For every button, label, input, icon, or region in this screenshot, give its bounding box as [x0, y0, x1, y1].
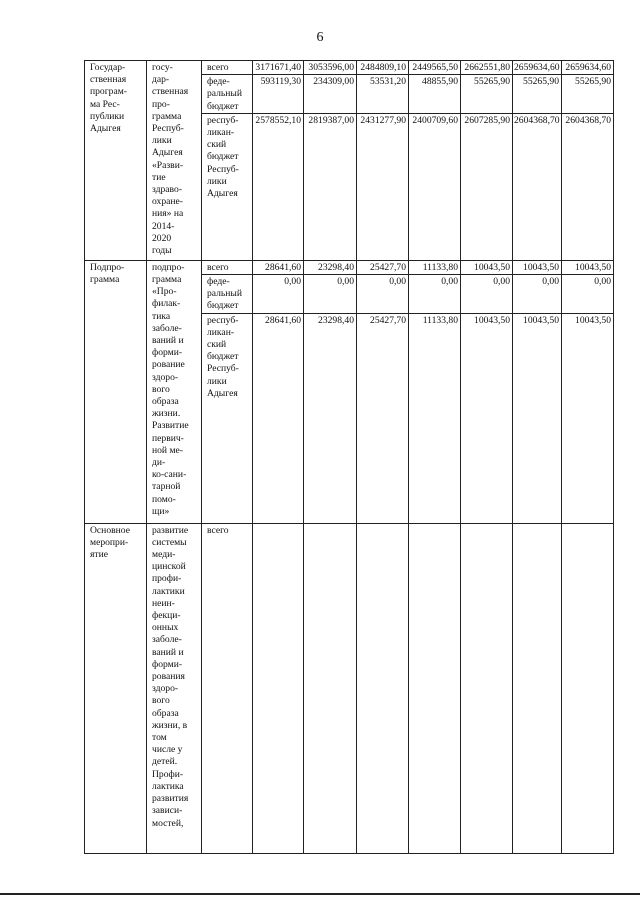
- value-cell: [304, 523, 357, 853]
- value-cell: 48855,90: [409, 75, 461, 114]
- value-cell: 25427,70: [357, 260, 409, 274]
- value-cell: 0,00: [357, 275, 409, 314]
- value-cell: 0,00: [461, 275, 513, 314]
- value-cell: 23298,40: [304, 313, 357, 523]
- page-number: 6: [316, 30, 324, 45]
- value-cell: 2431277,90: [357, 113, 409, 260]
- value-cell: 10043,50: [562, 313, 614, 523]
- funding-source: всего: [202, 523, 253, 853]
- value-cell: 23298,40: [304, 260, 357, 274]
- value-cell: 0,00: [409, 275, 461, 314]
- value-cell: 55265,90: [461, 75, 513, 114]
- value-cell: 2659634,60: [514, 62, 560, 73]
- value-cell: [562, 523, 614, 853]
- value-cell: 2604368,70: [513, 113, 562, 260]
- funding-source: респуб- ликан- ский бюджет Респуб- лики Адыгея: [202, 313, 253, 523]
- row-kind: Подпро- грамма: [90, 261, 125, 286]
- value-cell: 0,00: [562, 275, 614, 314]
- value-cell: 3053596,00: [304, 61, 357, 75]
- funding-source: респуб- ликан- ский бюджет Респуб- лики Адыгея: [202, 113, 253, 260]
- value-cell: 10043,50: [461, 260, 513, 274]
- value-cell: 53531,20: [357, 75, 409, 114]
- table-row: [85, 260, 614, 274]
- value-cell: [461, 523, 513, 853]
- page-bottom-border: [0, 893, 640, 895]
- value-cell: 10043,50: [562, 260, 614, 274]
- value-cell: 10043,50: [513, 260, 562, 274]
- value-cell: 2659634,60: [562, 61, 614, 75]
- value-cell: 55265,90: [513, 75, 562, 114]
- row-kind-cell: [85, 260, 147, 523]
- row-kind-cell: [85, 523, 147, 853]
- value-cell: 2578552,10: [253, 113, 304, 260]
- value-cell: 0,00: [253, 275, 304, 314]
- value-cell: 0,00: [513, 275, 562, 314]
- value-cell: 2607285,90: [461, 113, 513, 260]
- row-name-cell: [147, 260, 202, 523]
- value-cell: 2662551,80: [461, 61, 513, 75]
- value-cell: 2449565,50: [409, 61, 461, 75]
- funding-source: всего: [202, 260, 253, 274]
- value-cell: 10043,50: [513, 313, 562, 523]
- value-cell: 28641,60: [253, 313, 304, 523]
- value-cell: 234309,00: [304, 75, 357, 114]
- value-cell: [409, 523, 461, 853]
- value-cell: [253, 523, 304, 853]
- row-name: госу- дар- ственная про- грамма Респуб- лики Адыгея «Разви- тие здраво- охране- ния» на 2014- 2020 годы: [152, 62, 189, 257]
- row-name: развитие системы меди- цинской профи- лактики неин- фекци- онных заболе- ваний и форми- рования здоро- вого образа жизни, в том числе у детей. Профи- лактика развития зависи- мостей,: [152, 524, 189, 829]
- value-cell: [357, 523, 409, 853]
- value-cell: 11133,80: [409, 260, 461, 274]
- value-cell: 2484809,10: [357, 61, 409, 75]
- budget-table: [84, 60, 614, 854]
- row-kind-cell: [85, 61, 147, 261]
- funding-source: феде- ральный бюджет: [202, 75, 253, 114]
- value-cell: 2604368,70: [562, 113, 614, 260]
- row-name-cell: [147, 61, 202, 261]
- value-cell: 593119,30: [253, 75, 304, 114]
- row-kind: Основное меропри- ятие: [90, 524, 130, 561]
- row-kind: Государ- ственная програм- ма Рес- публики Адыгея: [90, 62, 127, 135]
- value-cell: 55265,90: [562, 75, 614, 114]
- value-cell: 11133,80: [409, 313, 461, 523]
- value-cell: [513, 523, 562, 853]
- value-cell: 2819387,00: [304, 113, 357, 260]
- row-name-cell: [147, 523, 202, 853]
- table-row: [85, 523, 614, 853]
- funding-source: всего: [202, 61, 253, 75]
- row-name: подпро- грамма «Про- филак- тика заболе- ваний и форми- рование здоро- вого образа жизни. Развитие первич- ной ме- ди- ко-сани- тарной помо- щи»: [152, 261, 189, 517]
- value-cell: 2400709,60: [409, 113, 461, 260]
- value-cell: 10043,50: [461, 313, 513, 523]
- table-row: [85, 61, 614, 75]
- value-cell: 25427,70: [357, 313, 409, 523]
- funding-source: феде- ральный бюджет: [202, 275, 253, 314]
- value-cell: 3171671,40: [253, 61, 304, 75]
- value-cell: 28641,60: [253, 260, 304, 274]
- value-cell: 0,00: [304, 275, 357, 314]
